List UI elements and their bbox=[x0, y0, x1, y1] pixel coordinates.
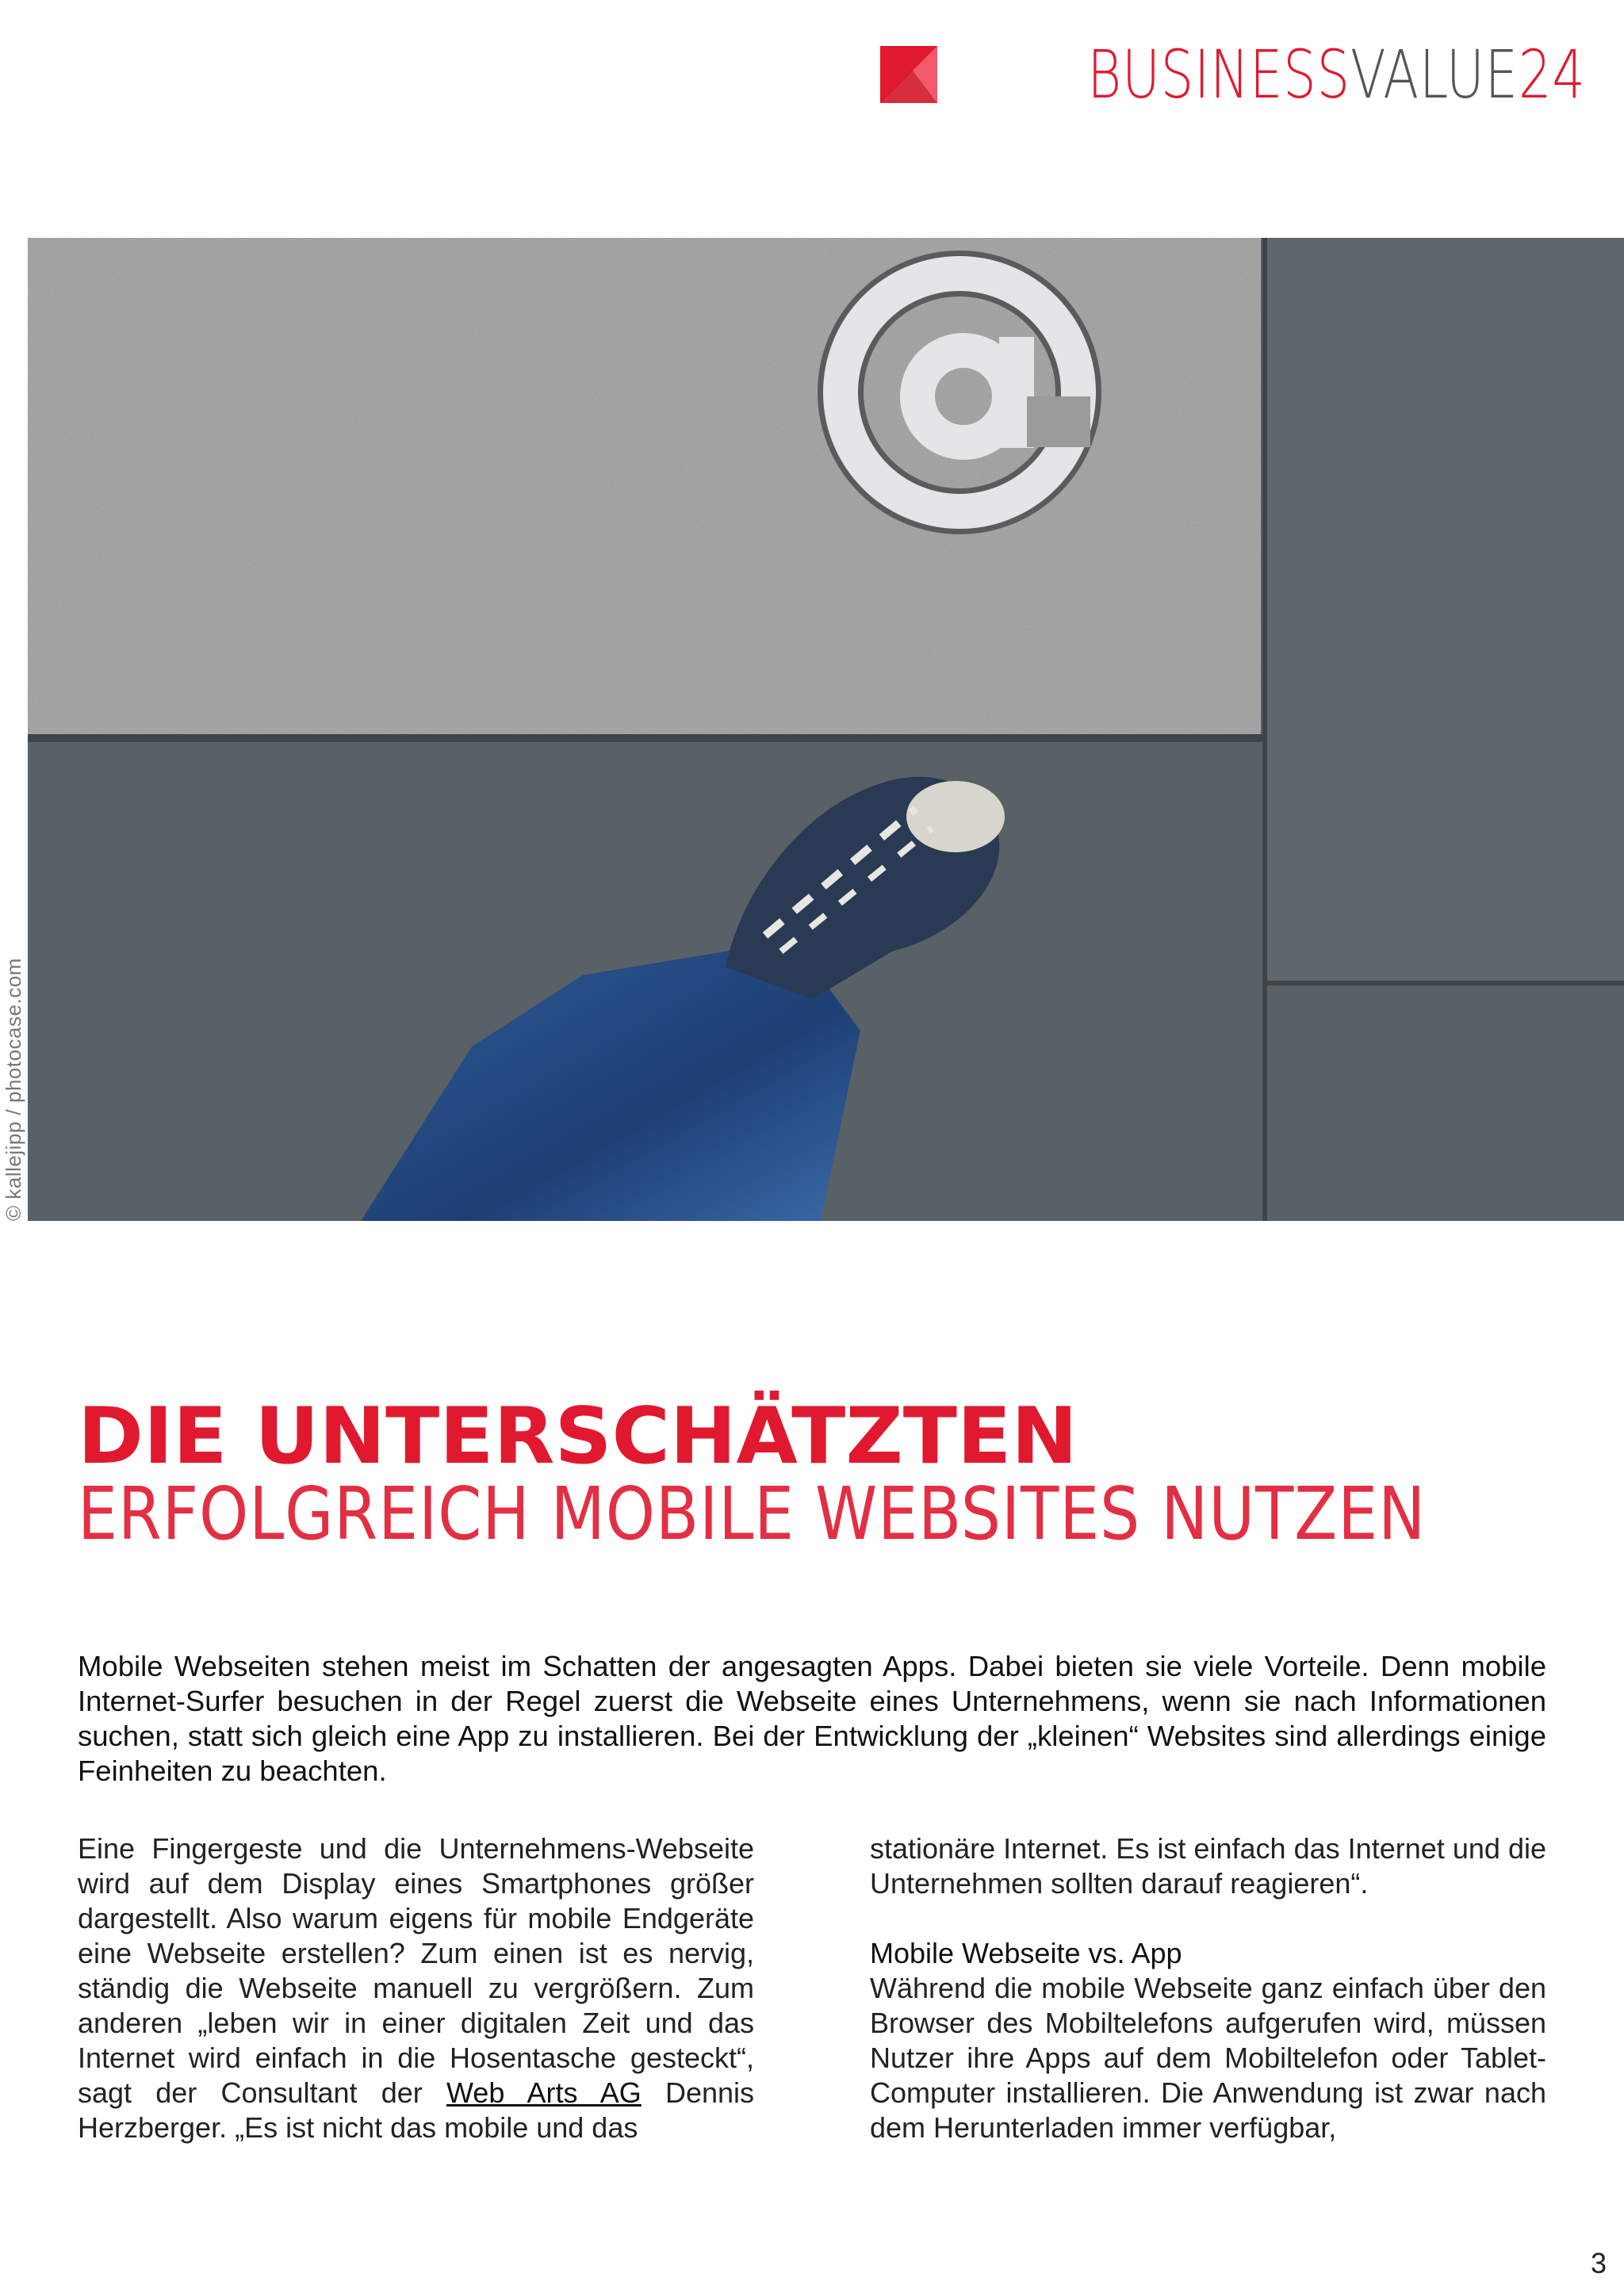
hero-photo bbox=[28, 238, 1624, 1221]
body-paragraph: stationäre Internet. Es ist einfach das Internet und die Unternehmen sollten darauf reagieren“. bbox=[870, 1832, 1546, 1900]
section-subheading: Mobile Webseite vs. App bbox=[870, 1937, 1182, 1969]
photo-credit: © kallejipp / photocase.com bbox=[2, 958, 25, 1221]
page-number: 3 bbox=[1590, 2247, 1607, 2279]
body-column-right bbox=[870, 1831, 1546, 2145]
body-paragraph: Eine Fingergeste und die Unternehmens-Webseite wird auf dem Display eines Smartphones größer dargestellt. Also warum eigens für mobile Endgeräte eine Webseite erstellen? Zum einen ist es nervig, ständig die Webseite manuell zu vergrößern. Zum anderen „leben wir in einer digitalen Zeit und das Internet wird einfach in die Hosentasche gesteckt“, sagt der Consultant der Web Arts AG Dennis Herzberger. „Es ist nicht das mobile und das bbox=[78, 1832, 755, 2144]
body-paragraph: Während die mobile Webseite ganz einfach über den Browser des Mobiltelefons aufgerufen wird, müssen Nutzer ihre Apps auf dem Mobiltelefon oder Tablet-Computer installieren. Die Anwendung ist zwar nach dem Herunterladen immer verfügbar, bbox=[870, 1972, 1546, 2144]
article-headline bbox=[78, 1391, 1624, 1556]
headline-subtitle: ERFOLGREICH MOBILE WEBSITES NUTZEN bbox=[78, 1471, 1427, 1556]
brand-logo bbox=[880, 36, 1586, 113]
body-column-left bbox=[78, 1831, 754, 2145]
web-arts-link[interactable]: Web Arts AG bbox=[446, 2076, 642, 2109]
headline-title: DIE UNTERSCHÄTZTEN bbox=[78, 1391, 1078, 1482]
logo-wordmark: BUSINESSVALUE24 bbox=[1087, 36, 1586, 113]
lead-paragraph: Mobile Webseiten stehen meist im Schatten der angesagten Apps. Dabei bieten sie viele Vorteile. Denn mobile Internet-Surfer besuchen in der Regel zuerst die Webseite eines Unternehmens, wenn sie nach Informationen suchen, statt sich gleich eine App zu installieren. Bei der Entwicklung der „kleinen“ Websites sind allerdings einige Feinheiten zu beachten. bbox=[78, 1650, 1546, 1787]
logo-mark-icon bbox=[880, 46, 937, 103]
